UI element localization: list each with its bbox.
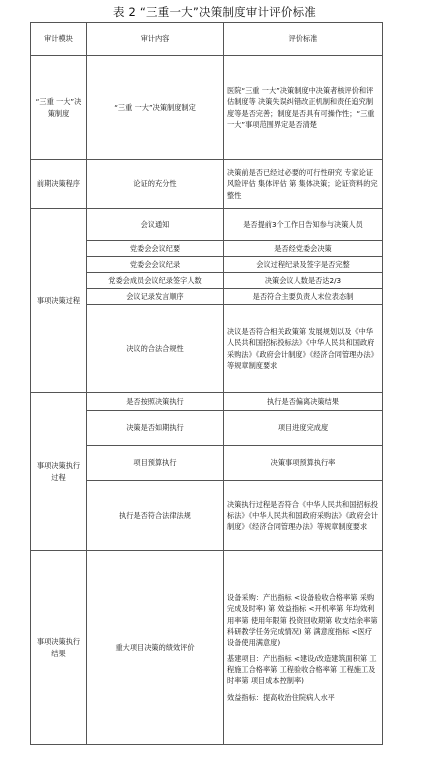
- standard-cell: 决策执行过程是否符合《中华人民共和国招标投标法》《中华人民共和国政府采购法》《政府会计制度》《经济合同管理办法》等规章制度要求: [224, 481, 383, 551]
- content-cell: 会议记录发言顺序: [87, 289, 224, 305]
- content-cell: 论证的充分性: [87, 160, 224, 209]
- content-cell: 是否按照决策执行: [87, 393, 224, 411]
- content-cell: 党委会会议纪录: [87, 257, 224, 273]
- standard-cell: 决议是否符合相关政策第 发展规划以及《中华人民共和国招标投标法》《中华人民共和国政府采购法》《政府会计制度》《经济合同管理办法》等规章制度要求: [224, 305, 383, 393]
- module-cell: 事项决策执行过程: [31, 393, 87, 551]
- standard-cell: 医院“三重 一大”决策制度中决策者核评价和评估制度等 决策失误纠错改正机制和责任追究制度等是否完善；制度是否具有可操作性；“三重 一大”事项范围界定是否清楚: [224, 56, 383, 160]
- content-cell: 决议的合法合规性: [87, 305, 224, 393]
- content-cell: 党委会成员会议纪录签字人数: [87, 273, 224, 289]
- header-standard: 评价标准: [224, 23, 383, 56]
- standard-cell: 项目进度完成度: [224, 411, 383, 446]
- table-row: [31, 160, 383, 209]
- content-cell: 会议通知: [87, 209, 224, 241]
- header-row: [31, 23, 383, 56]
- header-module: 审计模块: [31, 23, 87, 56]
- standard-cell: 决策会议人数是否达2/3: [224, 273, 383, 289]
- standard-cell: 会议过程纪录及签字是否完整: [224, 257, 383, 273]
- standard-cell: 是否符合主要负责人末位表态制: [224, 289, 383, 305]
- table-row: [31, 209, 383, 241]
- standard-cell: 决策前是否已经过必要的可行性研究 专家论证 风险评估 集体评估 第 集体决策；论证资料的完整性: [224, 160, 383, 209]
- table-row: [31, 56, 383, 160]
- module-cell: 事项决策执行结果: [31, 551, 87, 745]
- table-row: [31, 551, 383, 745]
- table-title: 表 2 “三重一大”决策制度审计评价标准: [112, 5, 317, 19]
- standard-cell: 执行是否偏离决策结果: [224, 393, 383, 411]
- audit-standard-table: [30, 22, 383, 745]
- standard-cell: [224, 551, 383, 745]
- header-content: 审计内容: [87, 23, 224, 56]
- content-cell: 项目预算执行: [87, 446, 224, 481]
- content-cell: 党委会会议纪要: [87, 241, 224, 257]
- content-cell: 决策是否如期执行: [87, 411, 224, 446]
- module-cell: 事项决策过程: [31, 209, 87, 393]
- standard-cell: 是否经党委会决策: [224, 241, 383, 257]
- content-cell: 执行是否符合法律法规: [87, 481, 224, 551]
- content-cell: “三重 一大”决策制度制定: [87, 56, 224, 160]
- standard-paragraph: 基建项目：产出指标 <建设/改造建筑面积第 工程施工合格率第 工程验收合格率第 工程施工及时率第 项目成本控制率): [227, 654, 377, 686]
- standard-paragraph: 设备采购：产出指标 <设备验收合格率第 采购完成及时率) 第 效益指标 <开机率第 年均效利用率第 使用年限第 投资回收期第 收支结余率第 科研教学任务完成情况) 第 满意度指标 <医疗设备使用满意度): [227, 593, 378, 647]
- module-cell: “三重 一大”决策制度: [31, 56, 87, 160]
- standard-cell: 决策事项预算执行率: [224, 446, 383, 481]
- standard-paragraph: 效益指标：提高收治住院病人水平: [227, 692, 335, 702]
- module-cell: 前期决策程序: [31, 160, 87, 209]
- standard-cell: 是否提前3个工作日告知参与决策人员: [224, 209, 383, 241]
- table-row: [31, 393, 383, 411]
- content-cell: 重大项目决策的绩效评价: [87, 551, 224, 745]
